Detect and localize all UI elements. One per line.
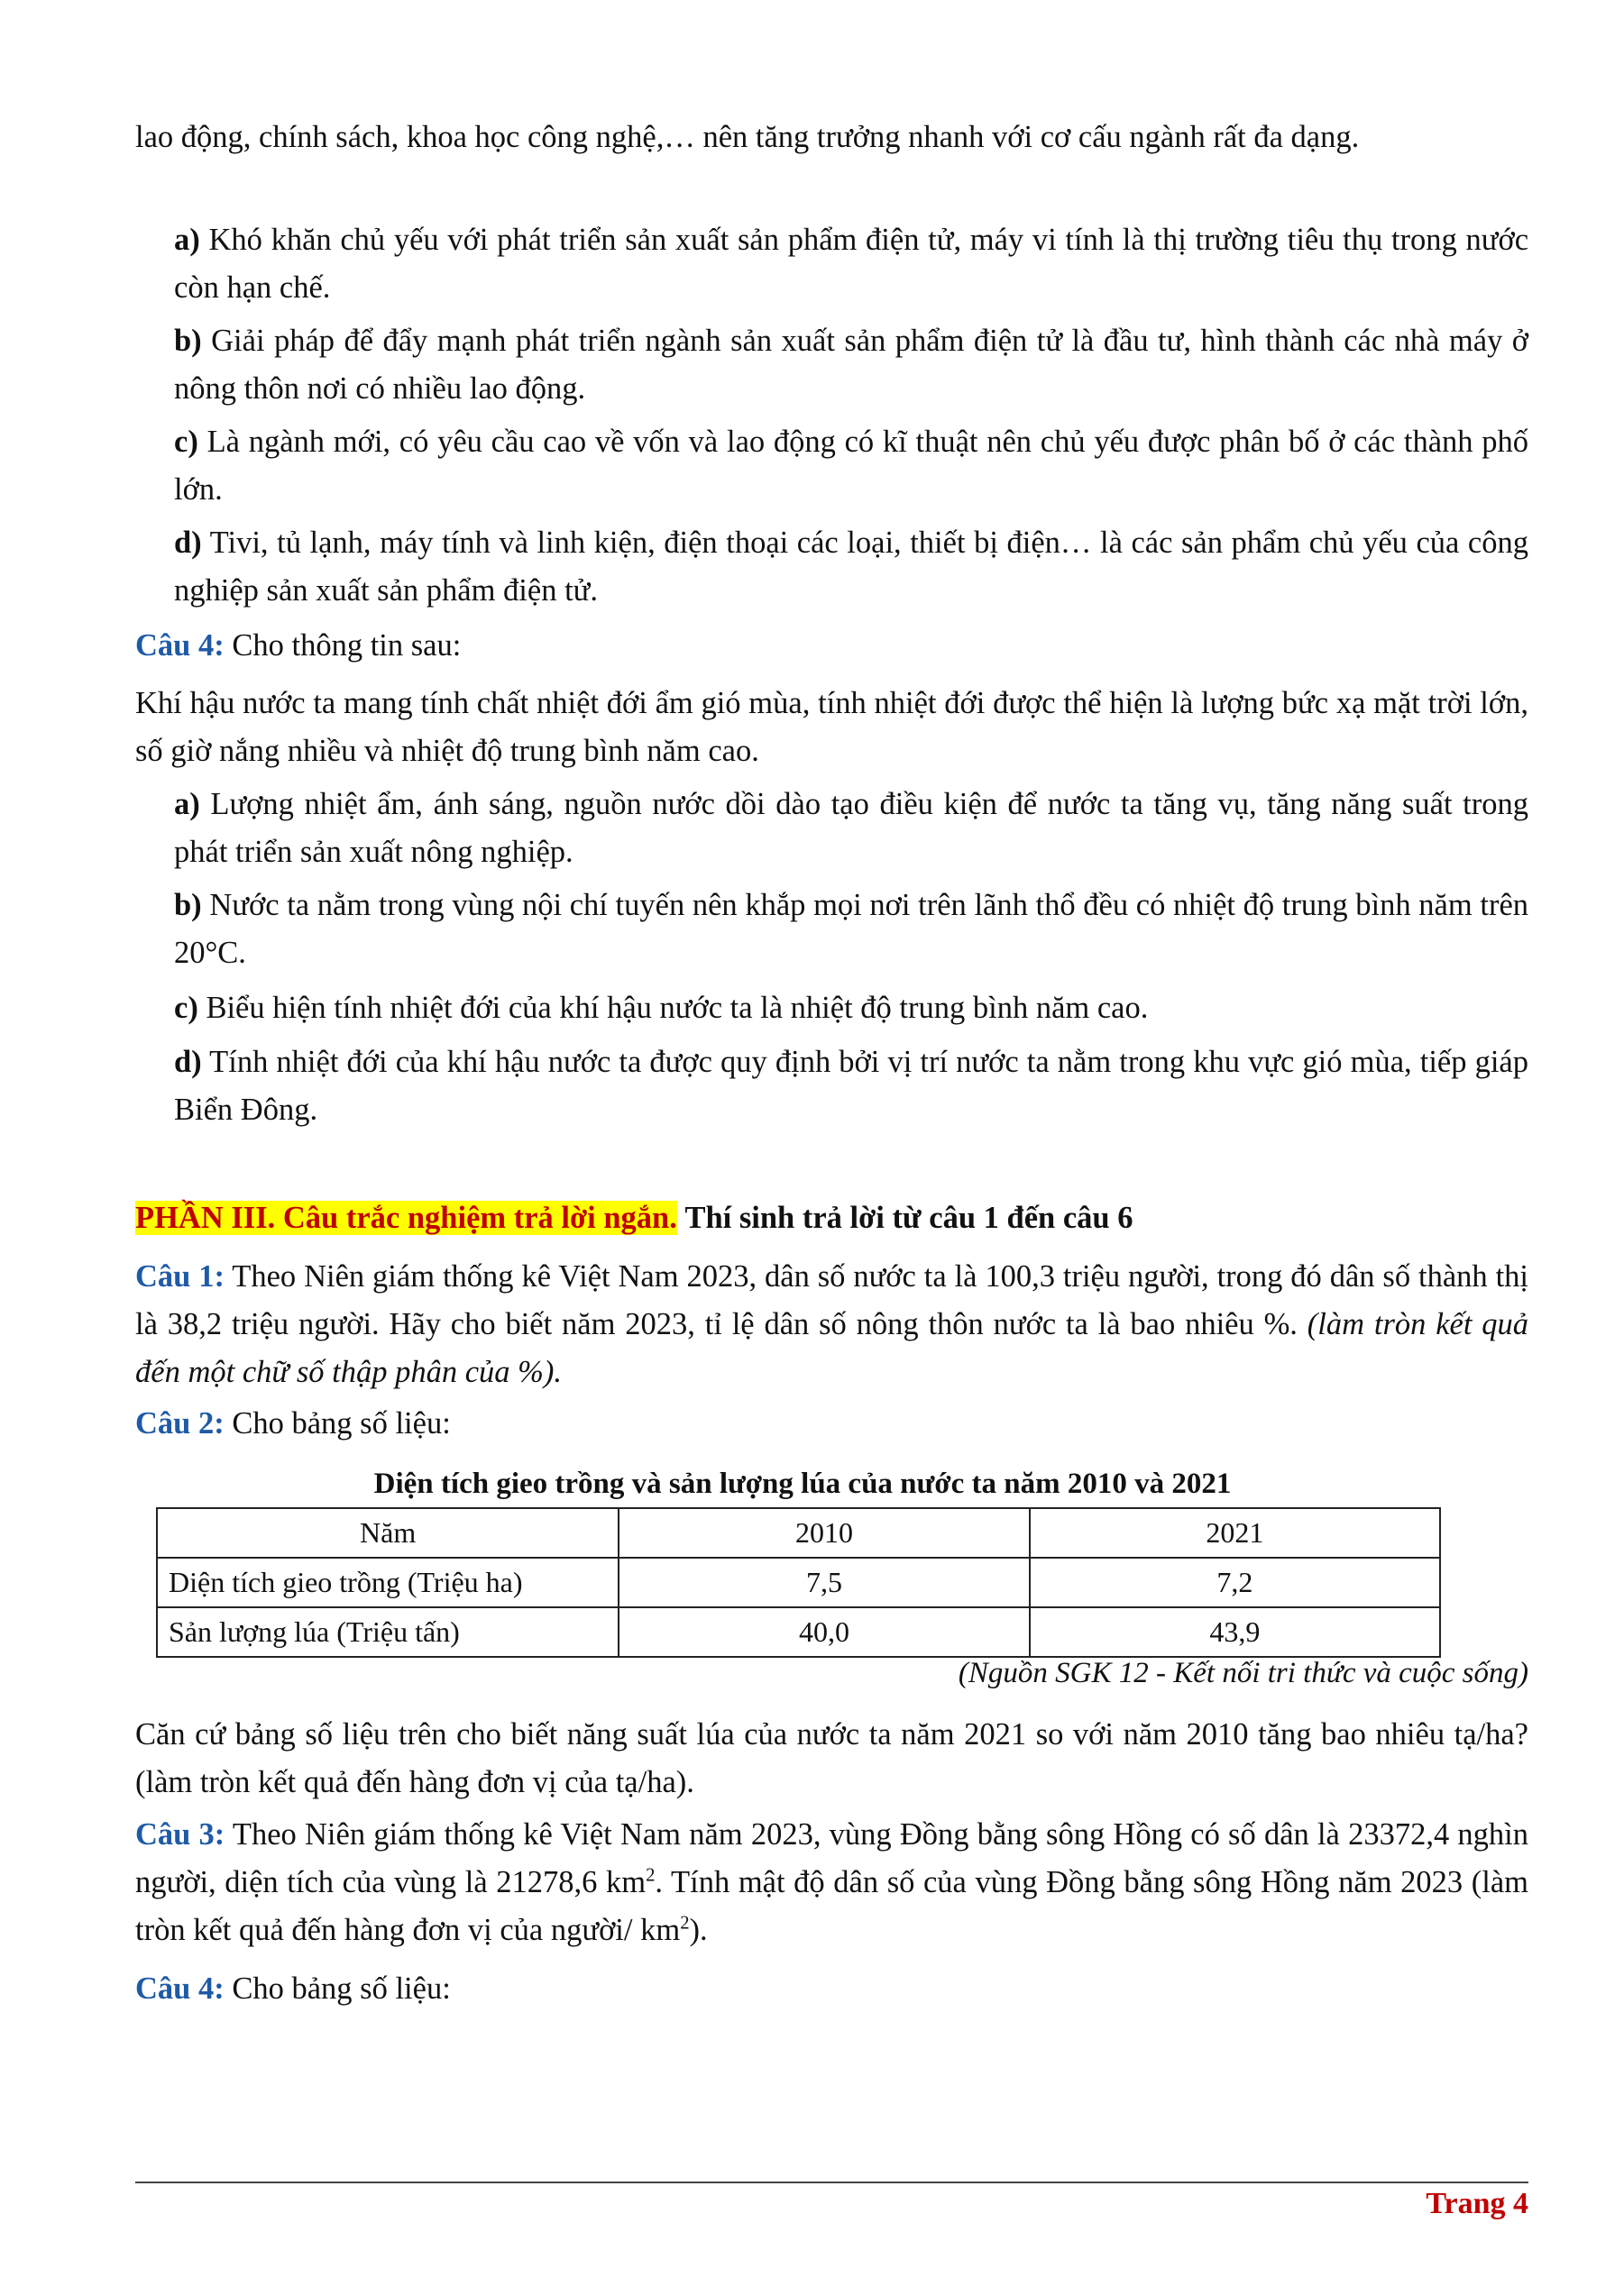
p3-question-1	[135, 1253, 1528, 1396]
q3-option-b	[174, 317, 1528, 413]
option-label: a)	[174, 787, 200, 821]
question-text-part: ).	[689, 1913, 708, 1947]
table-cell: 43,9	[1030, 1607, 1440, 1657]
p3-question-3	[135, 1811, 1528, 1954]
table-title: Diện tích gieo trồng và sản lượng lúa của nước ta năm 2010 và 2021	[373, 1468, 1232, 1500]
question-label: Câu 4:	[135, 1971, 225, 2006]
option-text: Là ngành mới, có yêu cầu cao về vốn và lao động có kĩ thuật nên chủ yếu được phân bố ở các thành phố lớn.	[174, 425, 1529, 507]
option-label: c)	[174, 425, 198, 459]
q4-option-d	[174, 1038, 1528, 1134]
table-cell: Diện tích gieo trồng (Triệu ha)	[157, 1558, 619, 1607]
q3-option-a	[174, 216, 1528, 312]
question-label: Câu 4:	[135, 628, 225, 663]
table-cell: 40,0	[619, 1607, 1029, 1657]
superscript: 2	[680, 1913, 690, 1934]
option-label: d)	[174, 526, 202, 560]
q4-info	[135, 680, 1528, 775]
question-note: (làm tròn kết quả đến một chữ số thập phân của %).	[135, 1307, 1528, 1389]
part3-heading	[135, 1194, 1528, 1242]
table-header-cell: 2021	[1030, 1508, 1440, 1558]
p3-question-2-text	[135, 1711, 1528, 1807]
question-label: Câu 2:	[135, 1406, 225, 1441]
option-text: Lượng nhiệt ẩm, ánh sáng, nguồn nước dồi dào tạo điều kiện để nước ta tăng vụ, tăng năng suất trong phát triển sản xuất nông nghiệp.	[174, 787, 1528, 869]
q4-heading	[135, 622, 1528, 670]
option-text: Tính nhiệt đới của khí hậu nước ta được quy định bởi vị trí nước ta nằm trong khu vực gió mùa, tiếp giáp Biển Đông.	[174, 1045, 1528, 1127]
option-label: a)	[174, 223, 200, 257]
section-title: PHẦN III. Câu trắc nghiệm trả lời ngắn.	[135, 1201, 677, 1235]
option-text: Tivi, tủ lạnh, máy tính và linh kiện, điện thoại các loại, thiết bị điện… là các sản phẩm chủ yếu của công nghiệp sản xuất sản phẩm điện tử.	[174, 526, 1528, 608]
question-text-part: . Tính mật độ dân số của vùng Đồng bằng sông Hồng năm 2023 (làm tròn kết quả đến hàng đơn vị của người/ km	[135, 1865, 1528, 1947]
table-cell: 7,5	[619, 1558, 1029, 1607]
table-row	[157, 1558, 1440, 1607]
option-label: b)	[174, 324, 202, 358]
question-prompt: Cho bảng số liệu:	[232, 1971, 451, 2006]
section-instruction: Thí sinh trả lời từ câu 1 đến câu 6	[684, 1201, 1133, 1235]
table-header-cell: 2010	[619, 1508, 1029, 1558]
q3-option-c	[174, 418, 1528, 514]
page-number: Trang 4	[1426, 2187, 1528, 2220]
superscript: 2	[646, 1865, 656, 1886]
q3-option-d	[174, 519, 1528, 615]
table-cell: 7,2	[1030, 1558, 1440, 1607]
table-source: (Nguồn SGK 12 - Kết nối tri thức và cuộc sống)	[958, 1657, 1528, 1689]
option-text: Khó khăn chủ yếu với phát triển sản xuất sản phẩm điện tử, máy vi tính là thị trường tiêu thụ trong nước còn hạn chế.	[174, 223, 1529, 305]
q4-option-a	[174, 781, 1528, 876]
table-header-cell: Năm	[157, 1508, 619, 1558]
question-text: Căn cứ bảng số liệu trên cho biết năng suất lúa của nước ta năm 2021 so với năm 2010 tăng bao nhiêu tạ/ha? (làm tròn kết quả đến hàng đơn vị của tạ/ha).	[135, 1717, 1528, 1799]
info-text: Khí hậu nước ta mang tính chất nhiệt đới ẩm gió mùa, tính nhiệt đới được thể hiện là lượng bức xạ mặt trời lớn, số giờ nắng nhiều và nhiệt độ trung bình năm cao.	[135, 686, 1528, 768]
q4-option-c	[174, 984, 1528, 1032]
table-cell: Sản lượng lúa (Triệu tấn)	[157, 1607, 619, 1657]
data-table	[156, 1507, 1441, 1658]
option-text: Biểu hiện tính nhiệt đới của khí hậu nước ta là nhiệt độ trung bình năm cao.	[206, 991, 1149, 1025]
question-label: Câu 3:	[135, 1817, 225, 1852]
option-text: Giải pháp để đẩy mạnh phát triển ngành sản xuất sản phẩm điện tử là đầu tư, hình thành các nhà máy ở nông thôn nơi có nhiều lao động.	[174, 324, 1529, 406]
question-prompt: Cho thông tin sau:	[232, 628, 462, 663]
intro-text: lao động, chính sách, khoa học công nghệ,… nên tăng trưởng nhanh với cơ cấu ngành rất đa dạng.	[135, 120, 1360, 154]
question-text-part: Theo Niên giám thống kê Việt Nam năm 2023, vùng Đồng bằng sông Hồng có số dân là 23372,4 nghìn người, diện tích của vùng là 21278,6 km	[135, 1817, 1528, 1899]
q4-option-b	[174, 882, 1528, 977]
p3-question-4	[135, 1965, 1528, 2013]
option-label: c)	[174, 991, 198, 1025]
question-label: Câu 1:	[135, 1259, 225, 1294]
p3-question-2	[135, 1400, 1528, 1448]
intro-paragraph	[135, 114, 1528, 161]
table-header-row	[157, 1508, 1440, 1558]
question-text: Theo Niên giám thống kê Việt Nam 2023, dân số nước ta là 100,3 triệu người, trong đó dân số thành thị là 38,2 triệu người. Hãy cho biết năm 2023, tỉ lệ dân số nông thôn nước ta là bao nhiêu %.	[135, 1259, 1528, 1341]
question-prompt: Cho bảng số liệu:	[232, 1406, 451, 1441]
option-label: d)	[174, 1045, 202, 1079]
option-label: b)	[174, 888, 202, 922]
option-text: Nước ta nằm trong vùng nội chí tuyến nên khắp mọi nơi trên lãnh thổ đều có nhiệt độ trung bình năm trên 20°C.	[174, 888, 1529, 970]
